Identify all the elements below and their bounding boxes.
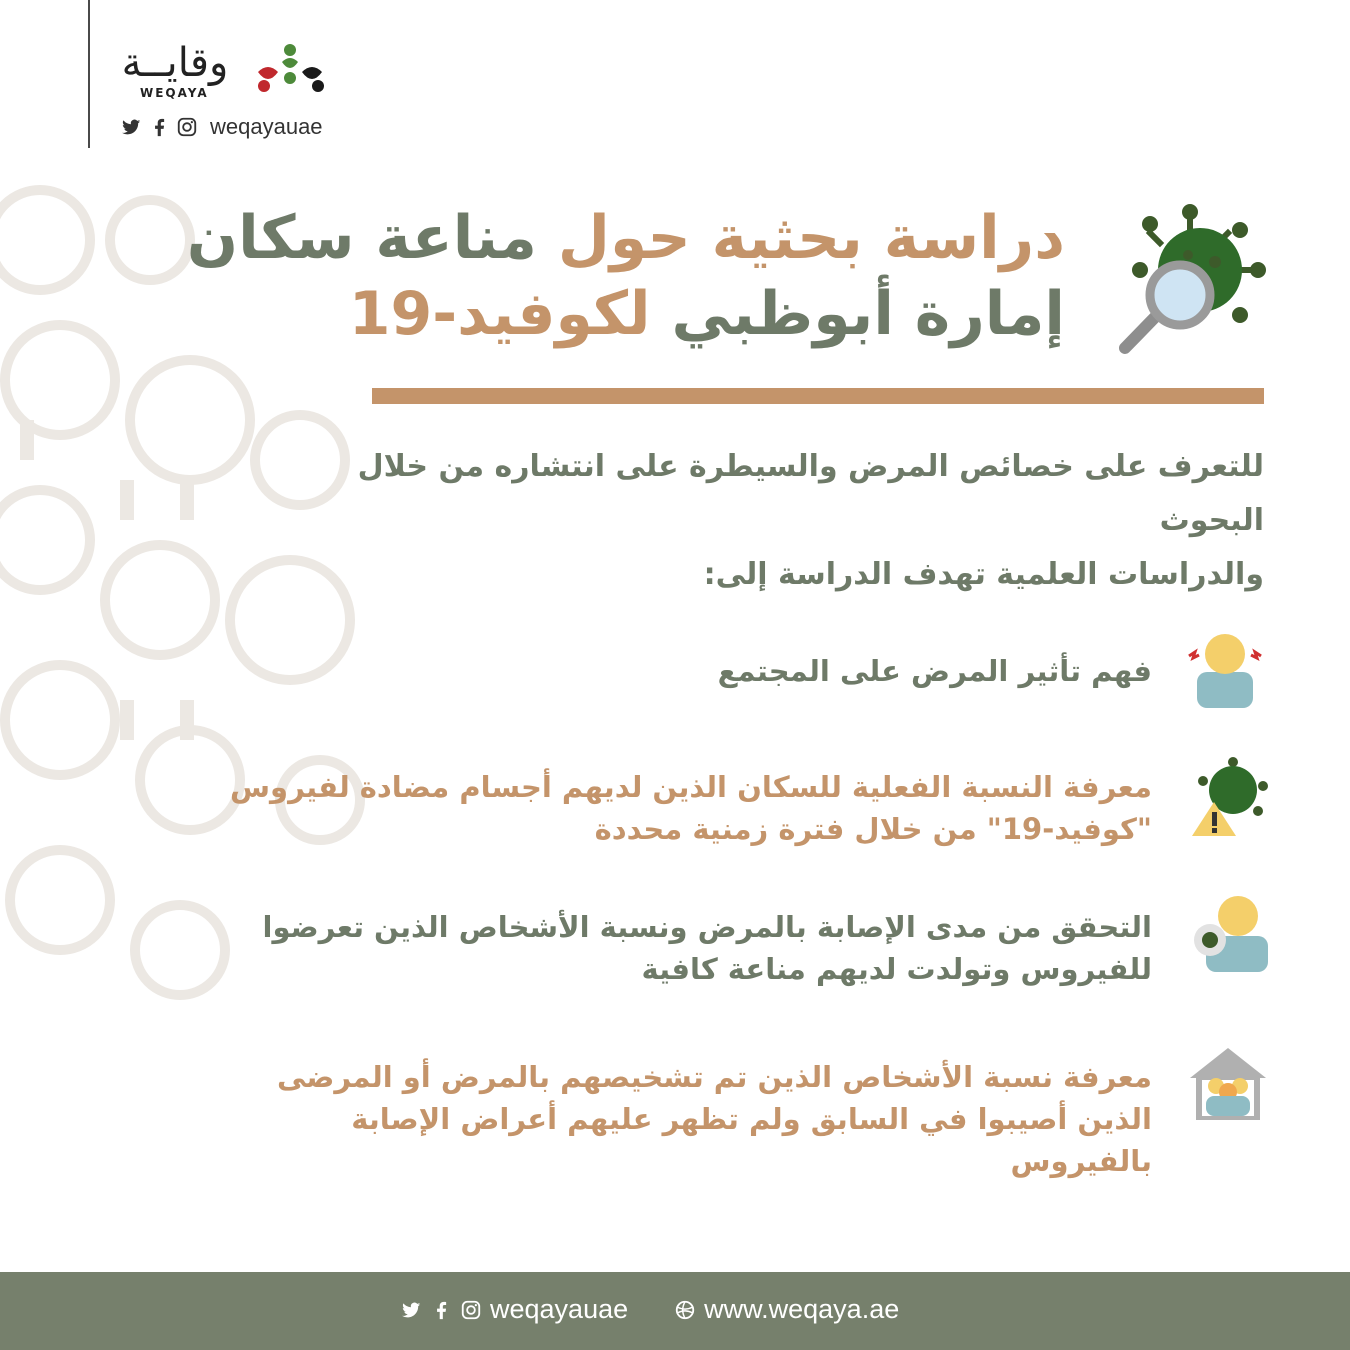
stressed-person-icon xyxy=(1185,628,1265,708)
footer-website-link[interactable]: www.weqaya.ae xyxy=(704,1294,900,1324)
social-handle[interactable]: weqayauae xyxy=(210,114,323,139)
title-line1-tan: دراسة بحثية حول xyxy=(557,203,1065,273)
brand-logo[interactable] xyxy=(110,40,340,105)
title-line1-olive: مناعة سكان xyxy=(186,203,537,273)
title-line2-tan: لكوفيد-19 xyxy=(348,279,651,349)
twitter-icon[interactable] xyxy=(400,1299,422,1321)
footer-handle[interactable]: weqayauae xyxy=(490,1294,629,1324)
title-line2-olive: إمارة أبوظبي xyxy=(671,279,1065,349)
list-item: معرفة نسبة الأشخاص الذين تم تشخيصهم بالمرض أو المرضى الذين أصيبوا في السابق ولم تظهر عليهم أعراض الإصابة بالفيروس xyxy=(277,1060,1152,1178)
intro-text xyxy=(264,440,1264,602)
person-virus-icon xyxy=(1192,892,1272,972)
logo-symbol-icon xyxy=(250,40,330,100)
instagram-icon[interactable] xyxy=(460,1299,482,1321)
virus-warning-icon xyxy=(1188,756,1268,836)
family-home-icon xyxy=(1188,1044,1268,1124)
social-links-top xyxy=(120,114,323,140)
list-item: معرفة النسبة الفعلية للسكان الذين لديهم أجسام مضادة لفيروس "كوفيد-19" من خلال فترة زمنية محددة xyxy=(230,770,1152,846)
logo-english-wordmark: WEQAYA xyxy=(140,86,209,100)
virus-magnifier-icon xyxy=(1110,200,1270,360)
page-title xyxy=(165,200,1065,352)
title-divider xyxy=(372,388,1264,404)
logo-divider xyxy=(88,0,90,148)
globe-icon xyxy=(674,1299,696,1321)
footer-bar xyxy=(0,1272,1350,1350)
facebook-icon[interactable] xyxy=(430,1299,452,1321)
instagram-icon[interactable] xyxy=(176,116,198,138)
facebook-icon[interactable] xyxy=(148,116,170,138)
intro-line-2: والدراسات العلمية تهدف الدراسة إلى: xyxy=(703,557,1264,592)
twitter-icon[interactable] xyxy=(120,116,142,138)
title-line-2 xyxy=(165,276,1065,352)
title-line-1 xyxy=(165,200,1065,276)
footer-links xyxy=(400,1294,899,1325)
logo-arabic-wordmark: وقايــة xyxy=(121,40,229,86)
list-item: التحقق من مدى الإصابة بالمرض ونسبة الأشخاص الذين تعرضوا للفيروس وتولدت لديهم مناعة كافية xyxy=(262,910,1152,986)
intro-line-1: للتعرف على خصائص المرض والسيطرة على انتشاره من خلال البحوث xyxy=(357,449,1264,538)
list-item: فهم تأثير المرض على المجتمع xyxy=(717,654,1152,688)
